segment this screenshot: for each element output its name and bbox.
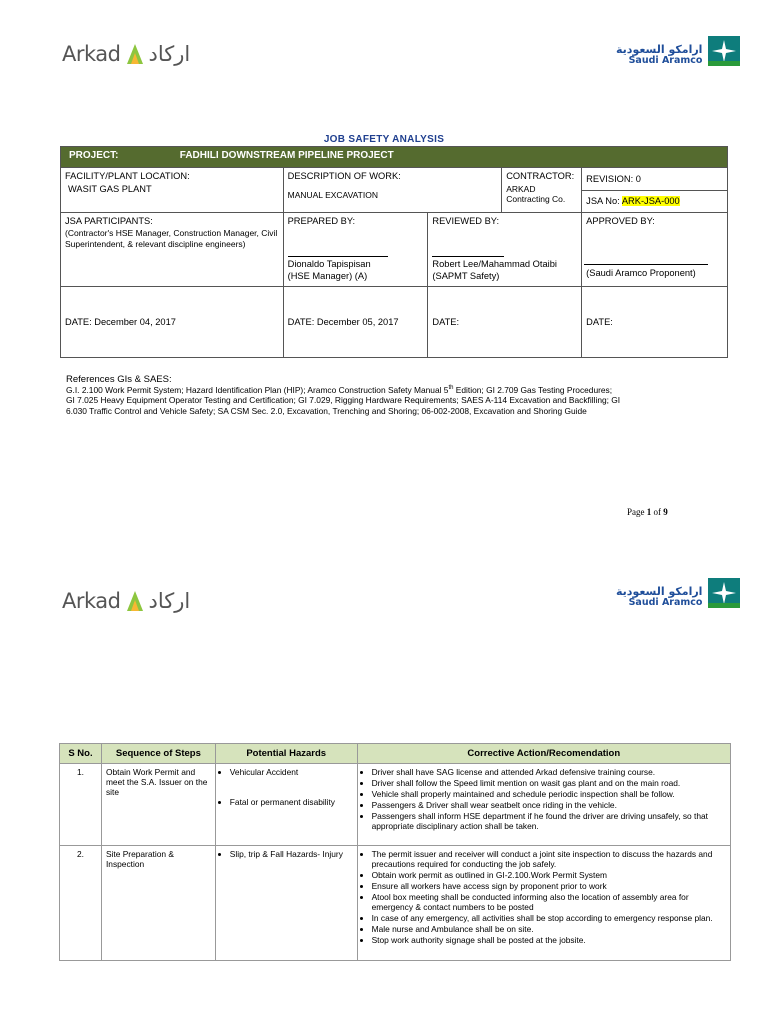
participants-value: (Contractor's HSE Manager, Construction Manager, Civil Superintendent, & relevant discipline engineers) bbox=[65, 228, 278, 249]
list-item: • Fatal or permanent disability bbox=[230, 797, 353, 807]
list-item: • Driver shall follow the Speed limit mention on wasit gas plant and on the main road. bbox=[372, 778, 726, 788]
list-item: • Passengers shall inform HSE department if he found the driver are driving unsafely, so that appropriate disciplinary action shall be taken. bbox=[372, 811, 726, 831]
prepared-name: Dionaldo Tapispisan bbox=[287, 259, 371, 269]
description-cell bbox=[283, 168, 502, 213]
jsa-header-table bbox=[60, 146, 728, 358]
revision-cell bbox=[582, 168, 728, 213]
arkad-leaf-icon bbox=[125, 42, 145, 66]
list-item: • The permit issuer and receiver will conduct a joint site inspection to discuss the hazards and precautions required for conducting the job safely. bbox=[372, 849, 726, 869]
contractor-value: ARKAD Contracting Co. bbox=[506, 184, 566, 204]
page-number bbox=[627, 507, 668, 517]
facility-cell bbox=[61, 168, 284, 213]
facility-value: WASIT GAS PLANT bbox=[68, 184, 152, 194]
arkad-logo-latin: Arkad bbox=[62, 589, 121, 613]
header-sno: S No. bbox=[60, 744, 102, 764]
participants-label: JSA PARTICIPANTS: bbox=[65, 216, 153, 226]
references-title: References GIs & SAES: bbox=[66, 374, 172, 385]
row-1-actions bbox=[357, 764, 730, 846]
approved-signature-line bbox=[584, 264, 708, 265]
contractor-label: CONTRACTOR: bbox=[506, 171, 575, 181]
page-of: of bbox=[653, 507, 661, 517]
jsa-no-value: ARK-JSA-000 bbox=[621, 196, 680, 206]
approved-role: (Saudi Aramco Proponent) bbox=[586, 268, 696, 278]
prepared-label: PREPARED BY: bbox=[287, 216, 356, 226]
document-title: JOB SAFETY ANALYSIS bbox=[323, 134, 445, 145]
date-2: DATE: December 05, 2017 bbox=[287, 317, 399, 327]
row-2-sno: 2. bbox=[60, 846, 102, 961]
project-label: PROJECT: bbox=[69, 150, 119, 161]
date-3: DATE: bbox=[432, 317, 460, 327]
revision-text: REVISION: 0 bbox=[582, 168, 727, 191]
page-label: Page bbox=[627, 507, 645, 517]
list-item: • Driver shall have SAG license and attended Arkad defensive training course. bbox=[372, 767, 726, 777]
arkad-logo bbox=[62, 42, 190, 66]
aramco-logo-page-2 bbox=[616, 578, 740, 608]
arkad-logo-arabic: اركاد bbox=[148, 589, 191, 613]
arkad-logo-latin: Arkad bbox=[62, 42, 121, 66]
row-1-step: Obtain Work Permit and meet the S.A. Issuer on the site bbox=[101, 764, 215, 846]
list-item: • Atool box meeting shall be conducted informing also the location of assembly area for emergency & contact numbers to be posted bbox=[372, 892, 726, 912]
list-item: • Ensure all workers have access sign by proponent prior to work bbox=[372, 881, 726, 891]
prepared-cell bbox=[283, 213, 428, 287]
aramco-logo-english: Saudi Aramco bbox=[628, 55, 703, 67]
list-item: • Passengers & Driver shall wear seatbelt once riding in the vehicle. bbox=[372, 800, 726, 810]
prepared-signature-line bbox=[288, 256, 388, 257]
date-cell-2 bbox=[283, 287, 428, 358]
aramco-logo-arabic: ارامكو السعودية bbox=[616, 43, 703, 57]
arkad-logo-arabic: اركاد bbox=[148, 42, 191, 66]
row-2-step: Site Preparation & Inspection bbox=[101, 846, 215, 961]
references-line-1: G.I. 2.100 Work Permit System; Hazard Identification Plan (HIP); Aramco Construction Safety Manual 5 bbox=[66, 385, 449, 396]
description-value: MANUAL EXCAVATION bbox=[287, 190, 378, 200]
project-row bbox=[61, 147, 728, 168]
table-row bbox=[60, 764, 731, 846]
reviewed-name: Robert Lee/Mahammad Otaibi bbox=[432, 259, 557, 269]
aramco-star-icon bbox=[708, 578, 740, 608]
arkad-logo-page-2 bbox=[62, 589, 190, 613]
aramco-logo-english: Saudi Aramco bbox=[628, 597, 703, 609]
project-value: FADHILI DOWNSTREAM PIPELINE PROJECT bbox=[179, 150, 394, 161]
references-line-1b: Edition; GI 2.709 Gas Testing Procedures; bbox=[453, 385, 613, 396]
list-item: • Obtain work permit as outlined in GI-2.100.Work Permit System bbox=[372, 870, 726, 880]
jsa-steps-table bbox=[59, 743, 731, 961]
table-row bbox=[60, 846, 731, 961]
list-item: • Slip, trip & Fall Hazards- Injury bbox=[230, 849, 353, 859]
list-item: • Vehicle shall properly maintained and schedule periodic inspection shall be follow. bbox=[372, 789, 726, 799]
list-item: • Stop work authority signage shall be posted at the jobsite. bbox=[372, 935, 726, 945]
contractor-cell bbox=[502, 168, 582, 213]
date-cell-3 bbox=[428, 287, 582, 358]
header-sequence: Sequence of Steps bbox=[101, 744, 215, 764]
date-cell-1 bbox=[61, 287, 284, 358]
reviewed-signature-line bbox=[432, 256, 504, 257]
prepared-role: (HSE Manager) (A) bbox=[287, 271, 368, 281]
date-cell-4 bbox=[582, 287, 728, 358]
row-1-hazards bbox=[215, 764, 357, 846]
arkad-leaf-icon bbox=[125, 589, 145, 613]
jsa-number bbox=[582, 191, 727, 211]
jsa-no-label: JSA No: bbox=[586, 196, 620, 206]
references-block bbox=[66, 374, 728, 416]
list-item: • Male nurse and Ambulance shall be on site. bbox=[372, 924, 726, 934]
aramco-star-icon bbox=[708, 36, 740, 66]
list-item: • In case of any emergency, all activities shall be stop according to emergency response plan. bbox=[372, 913, 726, 923]
reviewed-label: REVIEWED BY: bbox=[432, 216, 500, 226]
header-corrective-action: Corrective Action/Recomendation bbox=[357, 744, 730, 764]
date-1: DATE: December 04, 2017 bbox=[65, 317, 176, 327]
aramco-logo-arabic: ارامكو السعودية bbox=[616, 585, 703, 599]
facility-label: FACILITY/PLANT LOCATION: bbox=[65, 171, 190, 181]
approved-cell bbox=[582, 213, 728, 287]
references-superscript: th bbox=[448, 385, 454, 392]
reviewed-role: (SAPMT Safety) bbox=[432, 271, 500, 281]
references-line-2: GI 7.025 Heavy Equipment Operator Testing and Certification; GI 7.029, Rigging Hardware Requirements; SAES A-114 Excavation and Backfilling; GI bbox=[66, 395, 621, 406]
page-total: 9 bbox=[663, 507, 668, 517]
page-current: 1 bbox=[646, 507, 652, 517]
reviewed-cell bbox=[428, 213, 582, 287]
aramco-logo bbox=[616, 36, 740, 66]
list-item: • Vehicular Accident bbox=[230, 767, 353, 777]
row-1-sno: 1. bbox=[60, 764, 102, 846]
references-line-3: 6.030 Traffic Control and Vehicle Safety; SA CSM Sec. 2.0, Excavation, Trenching and Shoring; 06-002-2008, Excavation and Shoring Guide bbox=[66, 405, 587, 416]
header-hazards: Potential Hazards bbox=[215, 744, 357, 764]
date-4: DATE: bbox=[586, 317, 613, 327]
approved-label: APPROVED BY: bbox=[586, 216, 655, 226]
row-2-hazards bbox=[215, 846, 357, 961]
description-label: DESCRIPTION OF WORK: bbox=[287, 171, 401, 181]
participants-cell bbox=[61, 213, 284, 287]
row-2-actions bbox=[357, 846, 730, 961]
